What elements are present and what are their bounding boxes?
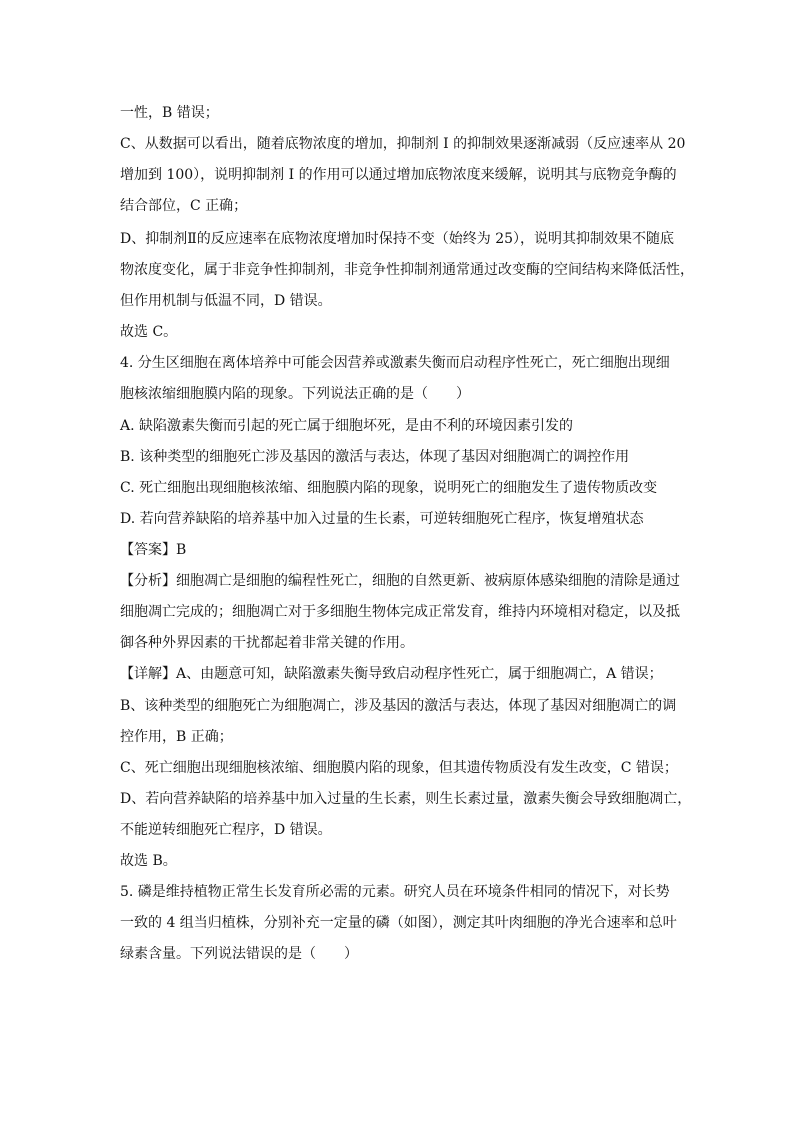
detail-text: 控作用，B 正确； — [120, 729, 233, 745]
text-line: C、从数据可以看出，随着底物浓度的增加，抑制剂 I 的抑制效果逐渐减弱（反应速率从 20 — [120, 136, 686, 152]
option-a: A. 缺陷激素失衡而引起的死亡属于细胞坏死，是由不利的环境因素引发的 — [120, 418, 574, 434]
text-line: 结合部位，C 正确； — [120, 198, 248, 214]
text-line: 一性，B 错误； — [120, 105, 219, 121]
question-5-stem: 绿素含量。下列说法错误的是（ ） — [120, 946, 358, 962]
analysis-text: 细胞凋亡完成的；细胞凋亡对于多细胞生物体完成正常发育，维持内环境相对稳定，以及抵 — [120, 604, 680, 620]
answer-label: 【答案】B — [120, 542, 187, 558]
detail-text: C、死亡细胞出现细胞核浓缩、细胞膜内陷的现象，但其遗传物质没有发生改变，C 错误； — [120, 760, 678, 776]
detail-text: 不能逆转细胞死亡程序，D 错误。 — [120, 822, 332, 838]
option-b: B. 该种类型的细胞死亡涉及基因的激活与表达，体现了基因对细胞凋亡的调控作用 — [120, 449, 630, 465]
option-d: D. 若向营养缺陷的培养基中加入过量的生长素，可逆转细胞死亡程序，恢复增殖状态 — [120, 511, 644, 527]
option-c: C. 死亡细胞出现细胞核浓缩、细胞膜内陷的现象，说明死亡的细胞发生了遗传物质改变 — [120, 480, 658, 496]
text-line: 但作用机制与低温不同，D 错误。 — [120, 293, 332, 309]
question-5-stem: 5. 磷是维持植物正常生长发育所必需的元素。研究人员在环境条件相同的情况下，对长势 — [120, 884, 670, 900]
analysis-text: 【分析】细胞凋亡是细胞的编程性死亡，细胞的自然更新、被病原体感染细胞的清除是通过 — [120, 573, 680, 589]
text-line: 故选 B。 — [120, 853, 177, 869]
text-line: 物浓度变化，属于非竞争性抑制剂，非竞争性抑制剂通常通过改变酶的空间结构来降低活性， — [120, 262, 694, 278]
analysis-text: 御各种外界因素的干扰都起着非常关键的作用。 — [120, 635, 414, 651]
question-4-stem: 4. 分生区细胞在离体培养中可能会因营养或激素失衡而启动程序性死亡，死亡细胞出现细 — [120, 355, 670, 371]
detail-text: B、该种类型的细胞死亡为细胞凋亡，涉及基因的激活与表达，体现了基因对细胞凋亡的调 — [120, 698, 677, 714]
text-line: 增加到 100），说明抑制剂 I 的作用可以通过增加底物浓度来缓解，说明其与底物竞争酶的 — [120, 167, 677, 183]
text-line: 故选 C。 — [120, 324, 178, 340]
detail-text: D、若向营养缺陷的培养基中加入过量的生长素，则生长素过量，激素失衡会导致细胞凋亡， — [120, 791, 692, 807]
question-4-stem: 胞核浓缩细胞膜内陷的现象。下列说法正确的是（ ） — [120, 386, 470, 402]
text-line: D、抑制剂Ⅱ的反应速率在底物浓度增加时保持不变（始终为 25），说明其抑制效果不随底 — [120, 231, 675, 247]
question-5-stem: 一致的 4 组当归植株，分别补充一定量的磷（如图），测定其叶肉细胞的净光合速率和总叶 — [120, 915, 677, 931]
detail-text: 【详解】A、由题意可知，缺陷激素失衡导致启动程序性死亡，属于细胞凋亡，A 错误； — [120, 666, 663, 682]
